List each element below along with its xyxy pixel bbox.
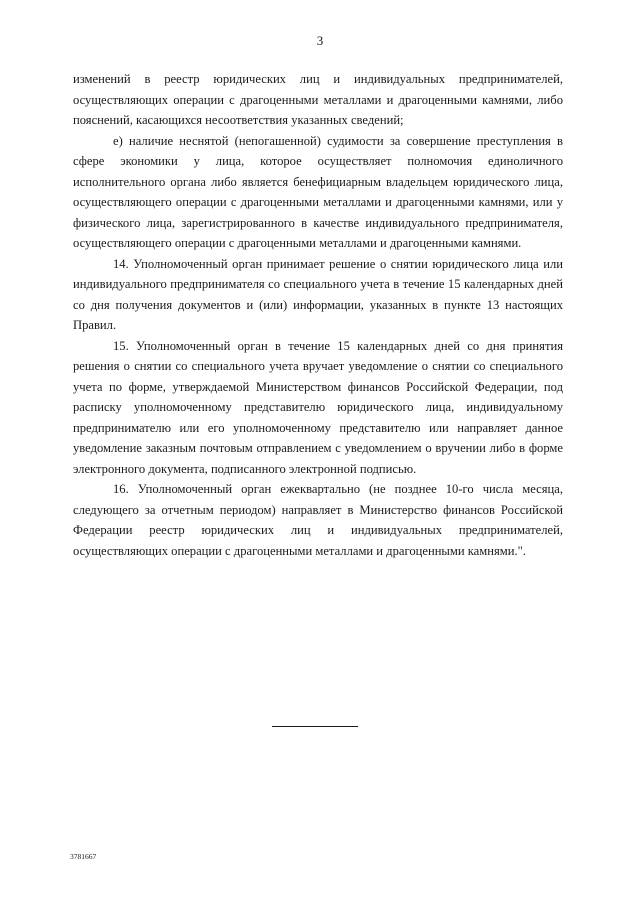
- paragraph-item-16: 16. Уполномоченный орган ежеквартально (не позднее 10-го числа месяца, следующего за отчетным периодом) направляет в Министерство финансов Российской Федерации реестр юридических лиц и индивидуальных предпринимателей, осуществляющих операции с драгоценными металлами и драгоценными камнями.".: [73, 482, 563, 558]
- page-number: 3: [316, 33, 324, 48]
- document-body: [73, 69, 563, 561]
- paragraph-item-14: 14. Уполномоченный орган принимает решение о снятии юридического лица или индивидуального предпринимателя со специального учета в течение 15 календарных дней со дня получения документов и (или) информации, указанных в пункте 13 настоящих Правил.: [73, 256, 563, 332]
- paragraph-item-15: 15. Уполномоченный орган в течение 15 календарных дней со дня принятия решения о снятии со специального учета вручает уведомление о снятии со специального учета по форме, утверждаемой Министерством финансов Российской Федерации, под расписку уполномоченному представителю юридического лица, индивидуальному предпринимателю или его уполномоченному представителю или направляет данное уведомление заказным почтовым отправлением с уведомлением о вручении либо в форме электронного документа, подписанного электронной подписью.: [73, 338, 563, 476]
- paragraph-continuation: изменений в реестр юридических лиц и индивидуальных предпринимателей, осуществляющих операции с драгоценными металлами и драгоценными камнями, либо пояснений, касающихся несоответствия указанных сведений;: [73, 72, 563, 127]
- end-of-text-rule: [272, 726, 358, 727]
- document-code: 3781667: [70, 852, 97, 861]
- paragraph-subitem-e: е) наличие неснятой (непогашенной) судимости за совершение преступления в сфере экономики у лица, которое осуществляет полномочия единоличного исполнительного органа либо является бенефициарным владельцем юридического лица, осуществляющего операции с драгоценными металлами и драгоценными камнями, или у физического лица, зарегистрированного в качестве индивидуального предпринимателя, осуществляющего операции с драгоценными металлами и драгоценными камнями.: [73, 133, 563, 250]
